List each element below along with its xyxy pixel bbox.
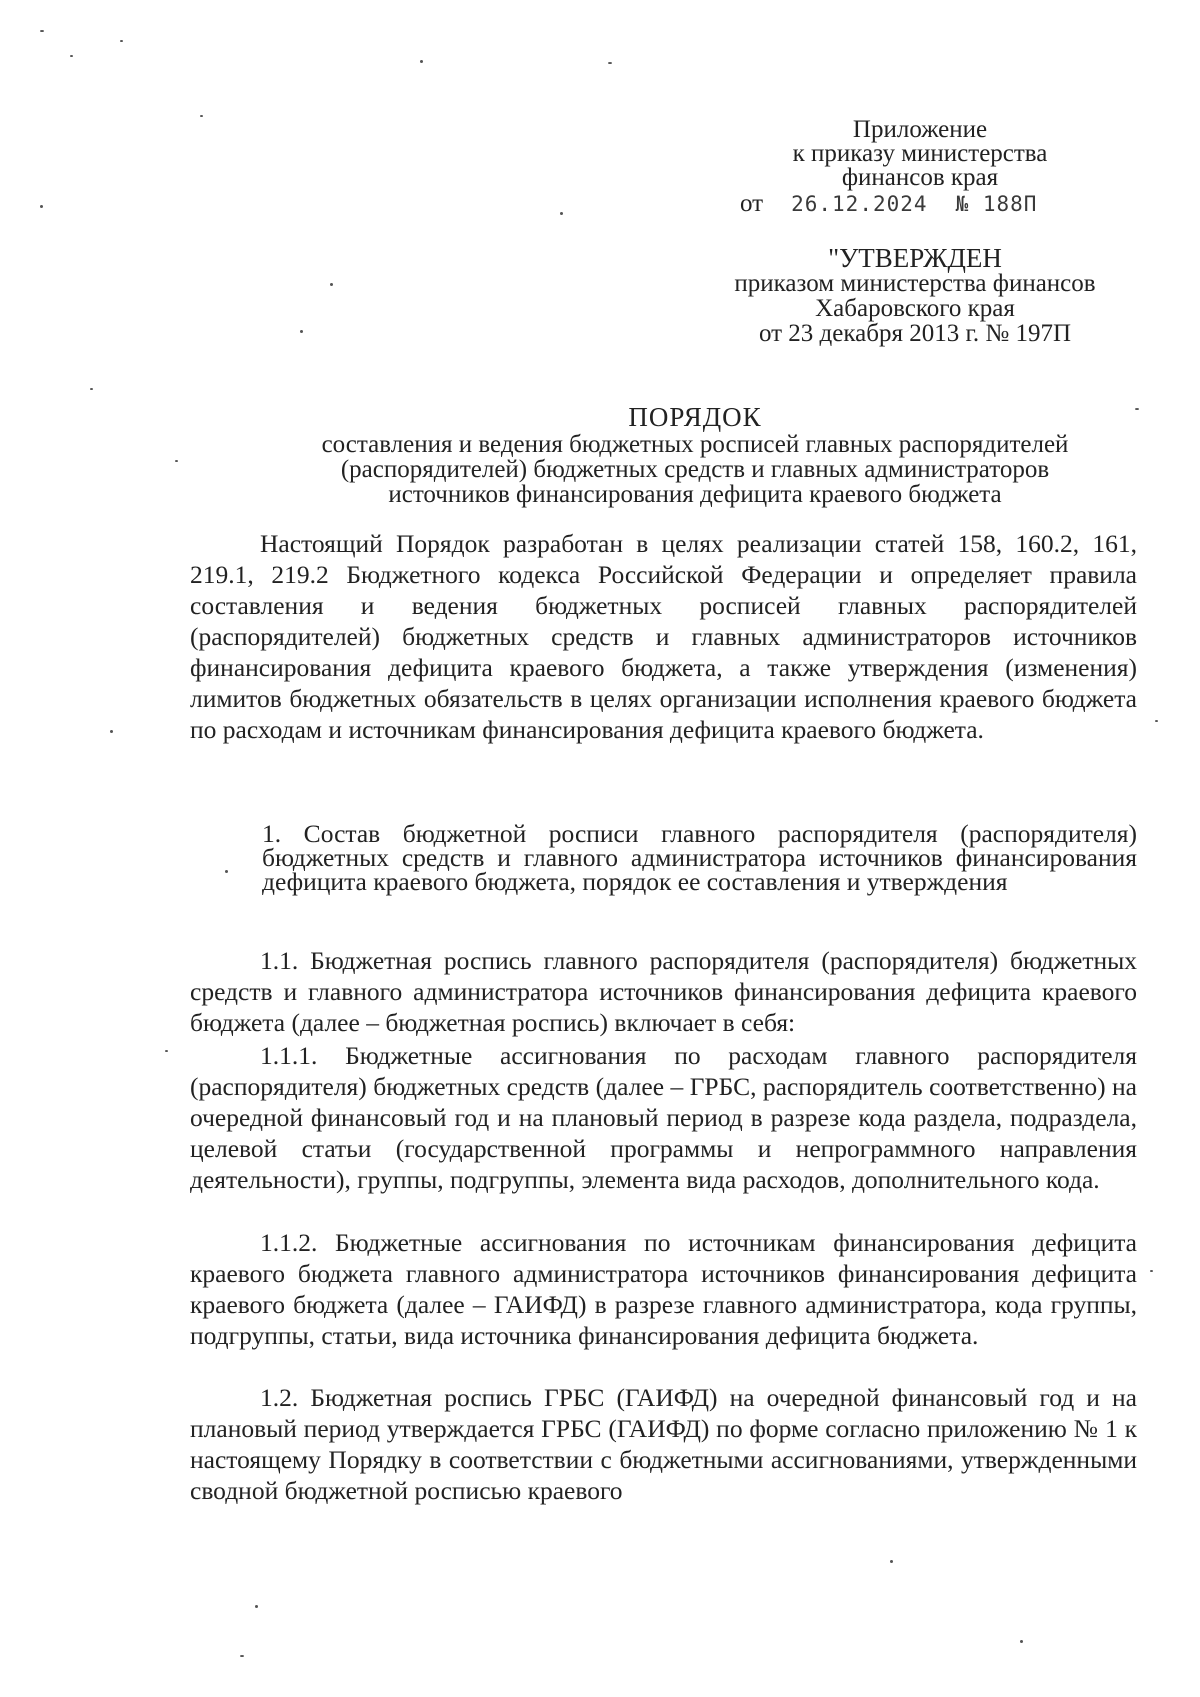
document-title-block	[250, 402, 1140, 507]
scan-speck	[120, 40, 123, 42]
appendix-title: Приложение	[852, 116, 988, 143]
scan-speck	[240, 1655, 244, 1657]
scan-speck	[300, 330, 303, 333]
handwritten-date: 26.12.2024	[791, 192, 928, 216]
scan-speck	[608, 62, 612, 64]
approved-heading: "УТВЕРЖДЕН	[828, 243, 1002, 273]
scan-speck	[40, 205, 43, 208]
document-subtitle: составления и ведения бюджетных росписей главных распорядителей	[321, 431, 1069, 458]
appendix-line: к приказу министерства	[792, 140, 1048, 167]
scan-speck	[1020, 1640, 1023, 1643]
approved-line: от 23 декабря 2013 г. № 197П	[758, 320, 1072, 347]
handwritten-number: № 188П	[955, 192, 1038, 216]
document-title: ПОРЯДОК	[628, 402, 762, 432]
scan-speck	[40, 30, 44, 32]
scan-speck	[175, 460, 178, 462]
scan-speck	[255, 1605, 258, 1608]
approved-line: Хабаровского края	[815, 295, 1015, 322]
scan-speck	[330, 283, 333, 286]
intro-paragraph: Настоящий Порядок разработан в целях реализации статей 158, 160.2, 161, 219.1, 219.2 Бюджетного кодекса Российской Федерации и определяет правила составления и ведения бюджетных росписей главных распорядителей (распорядителей) бюджетных средств и главных администраторов источников финансирования дефицита краевого бюджета, а также утверждения (изменения) лимитов бюджетных обязательств в целях организации исполнения краевого бюджета по расходам и источникам финансирования дефицита краевого бюджета.	[190, 529, 1137, 744]
scan-speck	[200, 115, 203, 117]
scan-speck	[560, 212, 563, 215]
scan-speck	[890, 1560, 893, 1563]
document-subtitle: источников финансирования дефицита краевого бюджета	[388, 481, 1002, 508]
paragraph-1-2: 1.2. Бюджетная роспись ГРБС (ГАИФД) на очередной финансовый год и на плановый период утверждается ГРБС (ГАИФД) по форме согласно приложению № 1 к настоящему Порядку в соответствии с бюджетными ассигнованиями, утвержденными сводной бюджетной росписью краевого	[190, 1383, 1137, 1505]
scan-speck	[110, 730, 113, 733]
approved-stamp	[690, 243, 1140, 347]
appendix-reference	[740, 118, 1100, 216]
appendix-date-line	[740, 192, 1100, 216]
scan-speck	[420, 60, 423, 63]
section-heading: 1. Состав бюджетной росписи главного распорядителя (распорядителя) бюджетных средств и главного администратора источников финансирования дефицита краевого бюджета, порядок ее составления и утверждения	[262, 819, 1137, 896]
document-subtitle: (распорядителей) бюджетных средств и главных администраторов	[340, 456, 1050, 483]
scan-speck	[70, 55, 73, 57]
scan-speck	[165, 1050, 168, 1052]
scan-speck	[1155, 720, 1158, 722]
paragraph-1-1-1: 1.1.1. Бюджетные ассигнования по расходам главного распорядителя (распорядителя) бюджетных средств (далее – ГРБС, распорядитель соответственно) на очередной финансовый год и на плановый период в разрезе кода раздела, подраздела, целевой статьи (государственной программы и непрограммного направления деятельности), группы, подгруппы, элемента вида расходов, дополнительного кода.	[190, 1041, 1137, 1194]
scan-speck	[90, 388, 93, 390]
scan-speck	[225, 870, 228, 873]
scan-speck	[1150, 1270, 1153, 1272]
appendix-line: финансов края	[841, 164, 999, 191]
approved-line: приказом министерства финансов	[734, 270, 1096, 297]
paragraph-1-1-2: 1.1.2. Бюджетные ассигнования по источникам финансирования дефицита краевого бюджета главного администратора источников финансирования дефицита краевого бюджета (далее – ГАИФД) в разрезе главного администратора, кода группы, подгруппы, статьи, вида источника финансирования дефицита бюджета.	[190, 1228, 1137, 1350]
date-prefix: от	[740, 190, 764, 217]
paragraph-1-1: 1.1. Бюджетная роспись главного распорядителя (распорядителя) бюджетных средств и главного администратора источников финансирования дефицита краевого бюджета (далее – бюджетная роспись) включает в себя:	[190, 946, 1137, 1037]
